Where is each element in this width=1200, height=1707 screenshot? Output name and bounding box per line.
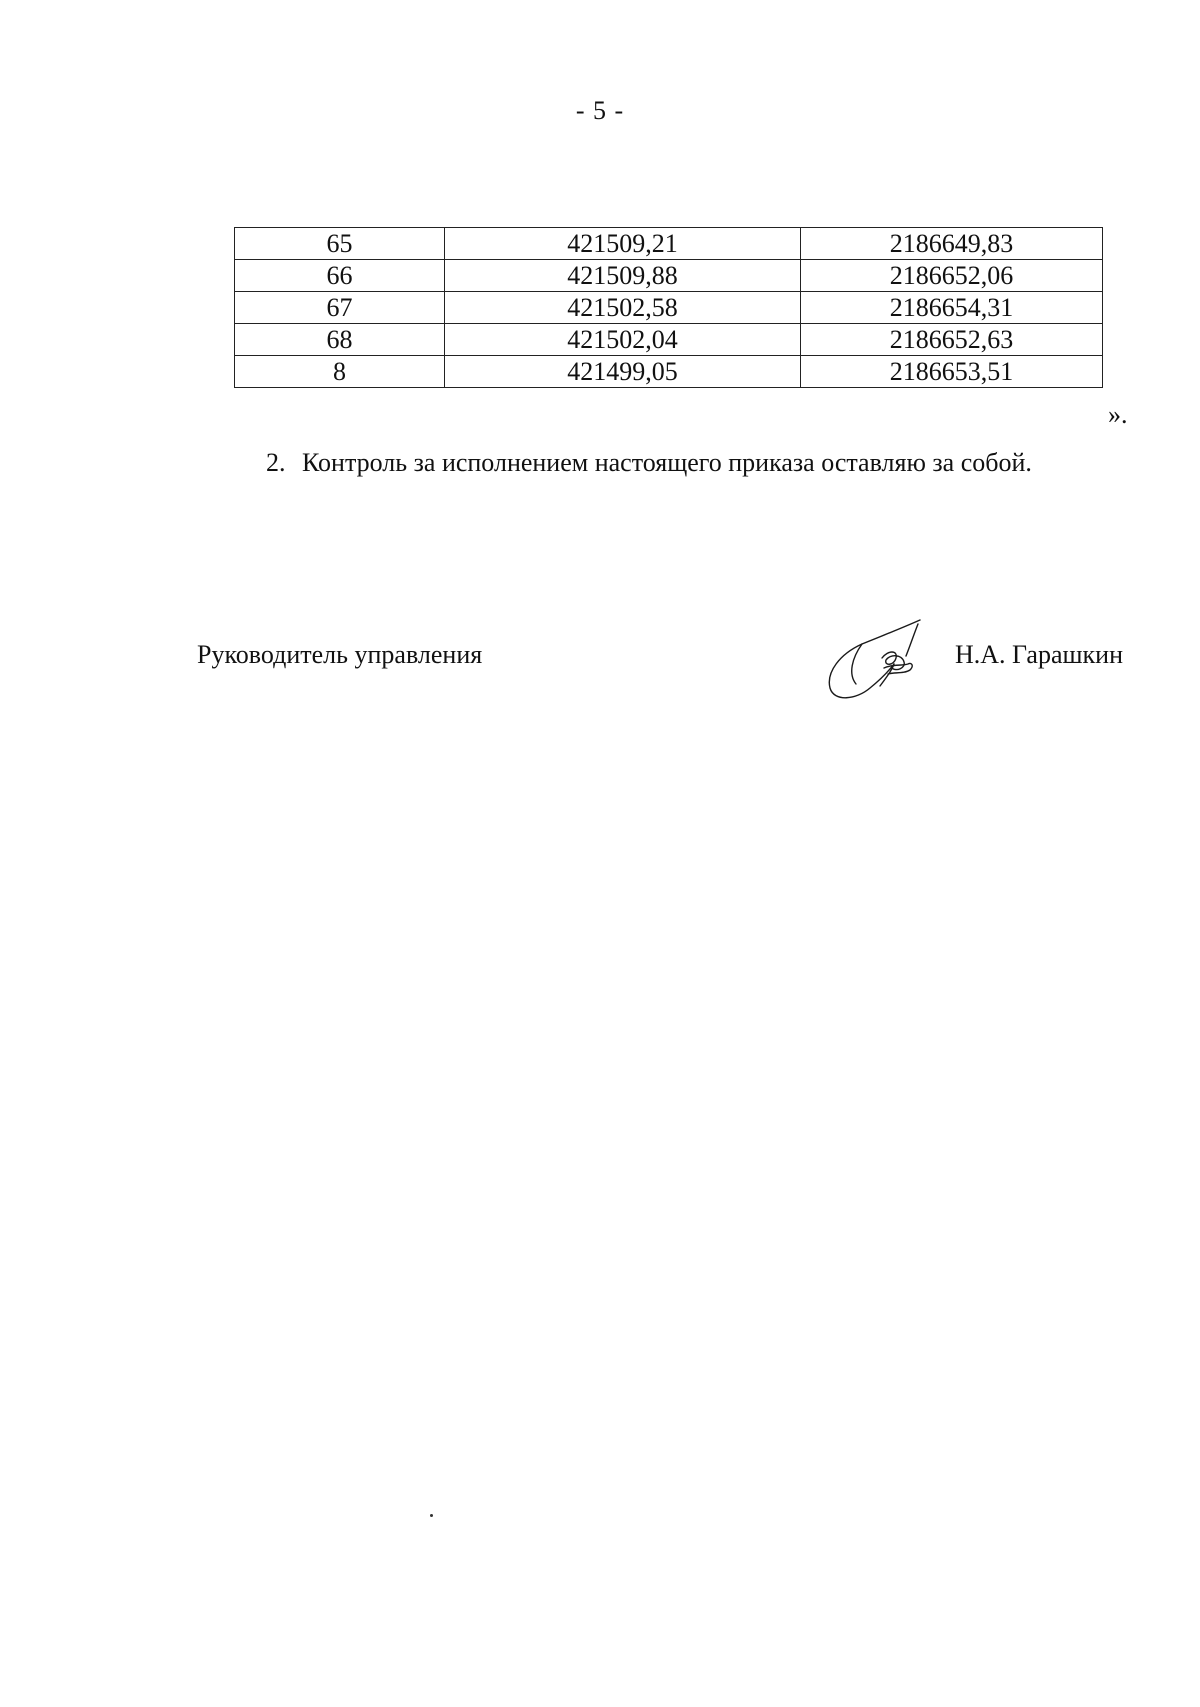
point-number-cell: 68 (235, 324, 445, 356)
point-number-cell: 8 (235, 356, 445, 388)
coordinates-table (234, 227, 1103, 388)
x-coordinate-cell: 421499,05 (445, 356, 801, 388)
table-row (235, 292, 1103, 324)
paragraph-number: 2. (266, 448, 286, 477)
y-coordinate-cell: 2186653,51 (801, 356, 1103, 388)
signer-title: Руководитель управления (197, 640, 483, 669)
paragraph-2 (266, 448, 1032, 478)
y-coordinate-cell: 2186652,63 (801, 324, 1103, 356)
x-coordinate-cell: 421502,58 (445, 292, 801, 324)
page-number: - 5 - (575, 96, 625, 125)
closing-quote: ». (1108, 400, 1128, 429)
point-number-cell: 66 (235, 260, 445, 292)
table-row (235, 260, 1103, 292)
y-coordinate-cell: 2186652,06 (801, 260, 1103, 292)
signer-name: Н.А. Гарашкин (955, 640, 1123, 669)
x-coordinate-cell: 421502,04 (445, 324, 801, 356)
x-coordinate-cell: 421509,21 (445, 228, 801, 260)
y-coordinate-cell: 2186654,31 (801, 292, 1103, 324)
table-row (235, 228, 1103, 260)
paragraph-text: Контроль за исполнением настоящего приказа оставляю за собой. (302, 448, 1032, 477)
table-row (235, 356, 1103, 388)
point-number-cell: 67 (235, 292, 445, 324)
table-row (235, 324, 1103, 356)
handwritten-signature (822, 614, 932, 704)
scan-speck (430, 1514, 433, 1517)
y-coordinate-cell: 2186649,83 (801, 228, 1103, 260)
point-number-cell: 65 (235, 228, 445, 260)
x-coordinate-cell: 421509,88 (445, 260, 801, 292)
